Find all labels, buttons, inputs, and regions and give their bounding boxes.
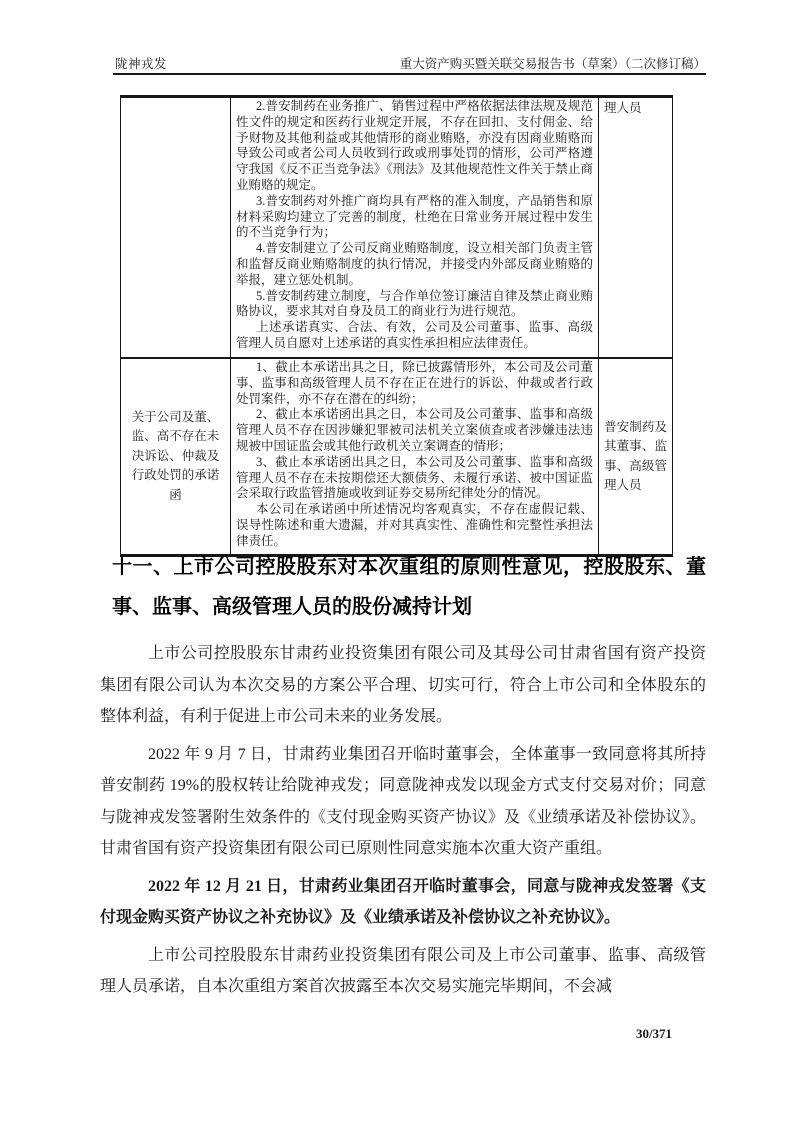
commitment-paragraph: 本公司在承诺函中所述情况均客观真实，不存在虚假记载、误导性陈述和重大遗漏，并对其真实性、准确性和完整性承担法律责任。	[236, 502, 593, 548]
commitment-paragraph: 上述承诺真实、合法、有效，公司及公司董事、监事、高级管理人员自愿对上述承诺的真实性承担相应法律责任。	[236, 320, 593, 350]
paragraph: 上市公司控股股东甘肃药业投资集团有限公司及其母公司甘肃省国有资产投资集团有限公司认为本次交易的方案公平合理、切实可行，符合上市公司和全体股东的整体利益，有利于促进上市公司未来的业务发展。	[100, 645, 706, 725]
commitment-name-cell: 关于公司及董、监、高不存在未决诉讼、仲裁及行政处罚的承诺函	[121, 358, 231, 556]
header-rule	[113, 73, 706, 75]
header-company-name: 陇神戎发	[115, 57, 168, 71]
section-body	[100, 638, 706, 1009]
section-heading: 十一、上市公司控股股东对本次重组的原则性意见，控股股东、董事、监事、高级管理人员的股份减持计划	[112, 556, 706, 618]
table-row-litigation-commitment	[121, 358, 673, 556]
paragraph: 2022 年 9 月 7 日，甘肃药业集团召开临时董事会，全体董事一致同意将其所持普安制药 19%的股权转让给陇神戎发；同意陇神戎发以现金方式支付交易对价；同意与陇神戎发签署附生效条件的《支付现金购买资产协议》及《业绩承诺及补偿协议》。甘肃省国有资产投资集团有限公司已原则性同意实施本次重大资产重组。	[100, 745, 706, 857]
commitment-paragraph: 5.普安制药建立制度，与合作单位签订廉洁自律及禁止商业贿赂协议，要求其对自身及员工的商业行为进行规范。	[236, 288, 593, 319]
commitment-paragraph: 2.普安制药在业务推广、销售过程中严格依据法律法规及规范性文件的规定和医药行业规定开展，不存在回扣、支付佣金、给予财物及其他利益或其他情形的商业贿赂，亦没有因商业贿赂而导致公司或者公司人员收到行政或刑事处罚的情形，公司严格遵守我国《反不正当竞争法》《刑法》及其他规范性文件关于禁止商业贿赂的规定。	[236, 99, 593, 192]
paragraph-bold: 2022 年 12 月 21 日，甘肃药业集团召开临时董事会，同意与陇神戎发签署《支付现金购买资产协议之补充协议》及《业绩承诺及补偿协议之补充协议》。	[100, 877, 706, 926]
commitment-paragraph: 4.普安制建立了公司反商业贿赂制度，设立相关部门负责主管和监督反商业贿赂制度的执行情况，并接受内外部反商业贿赂的举报，建立惩处机制。	[236, 241, 593, 287]
commitment-paragraph: 3、截止本承诺函出具之日，本公司及公司董事、监事和高级管理人员不存在未按期偿还大额债务、未履行承诺、被中国证监会采取行政监管措施或收到证券交易所纪律处分的情况。	[236, 454, 593, 501]
commitment-name-cell	[121, 97, 231, 359]
commitments-table	[120, 95, 673, 557]
table-row-business-conduct	[121, 97, 673, 359]
commitment-party-cell: 理人员	[599, 97, 673, 359]
commitment-paragraph: 3.普安制药对外推广商均具有严格的准入制度，产品销售和原材料采购均建立了完善的制度，杜绝在日常业务开展过程中发生的不当竞争行为；	[236, 193, 593, 240]
commitment-content-cell	[231, 358, 599, 556]
commitment-content-cell	[231, 97, 599, 359]
commitment-party-cell: 普安制药及其董事、监事、高级管理人员	[599, 358, 673, 556]
paragraph: 上市公司控股股东甘肃药业投资集团有限公司及上市公司董事、监事、高级管理人员承诺，自本次重组方案首次披露至本次交易实施完毕期间，不会减	[100, 946, 706, 995]
page-number: 30/371	[635, 1026, 673, 1041]
header-doc-title: 重大资产购买暨关联交易报告书（草案）（二次修订稿）	[399, 57, 706, 71]
commitment-paragraph: 1、截止本承诺出具之日，除已披露情形外，本公司及公司董事、监事和高级管理人员不存在正在进行的诉讼、仲裁或者行政处罚案件，亦不存在潜在的纠纷；	[236, 360, 593, 406]
commitment-paragraph: 2、截止本承诺函出具之日，本公司及公司董事、监事和高级管理人员不存在因涉嫌犯罪被司法机关立案侦查或者涉嫌违法违规被中国证监会或其他行政机关立案调查的情形；	[236, 407, 593, 453]
